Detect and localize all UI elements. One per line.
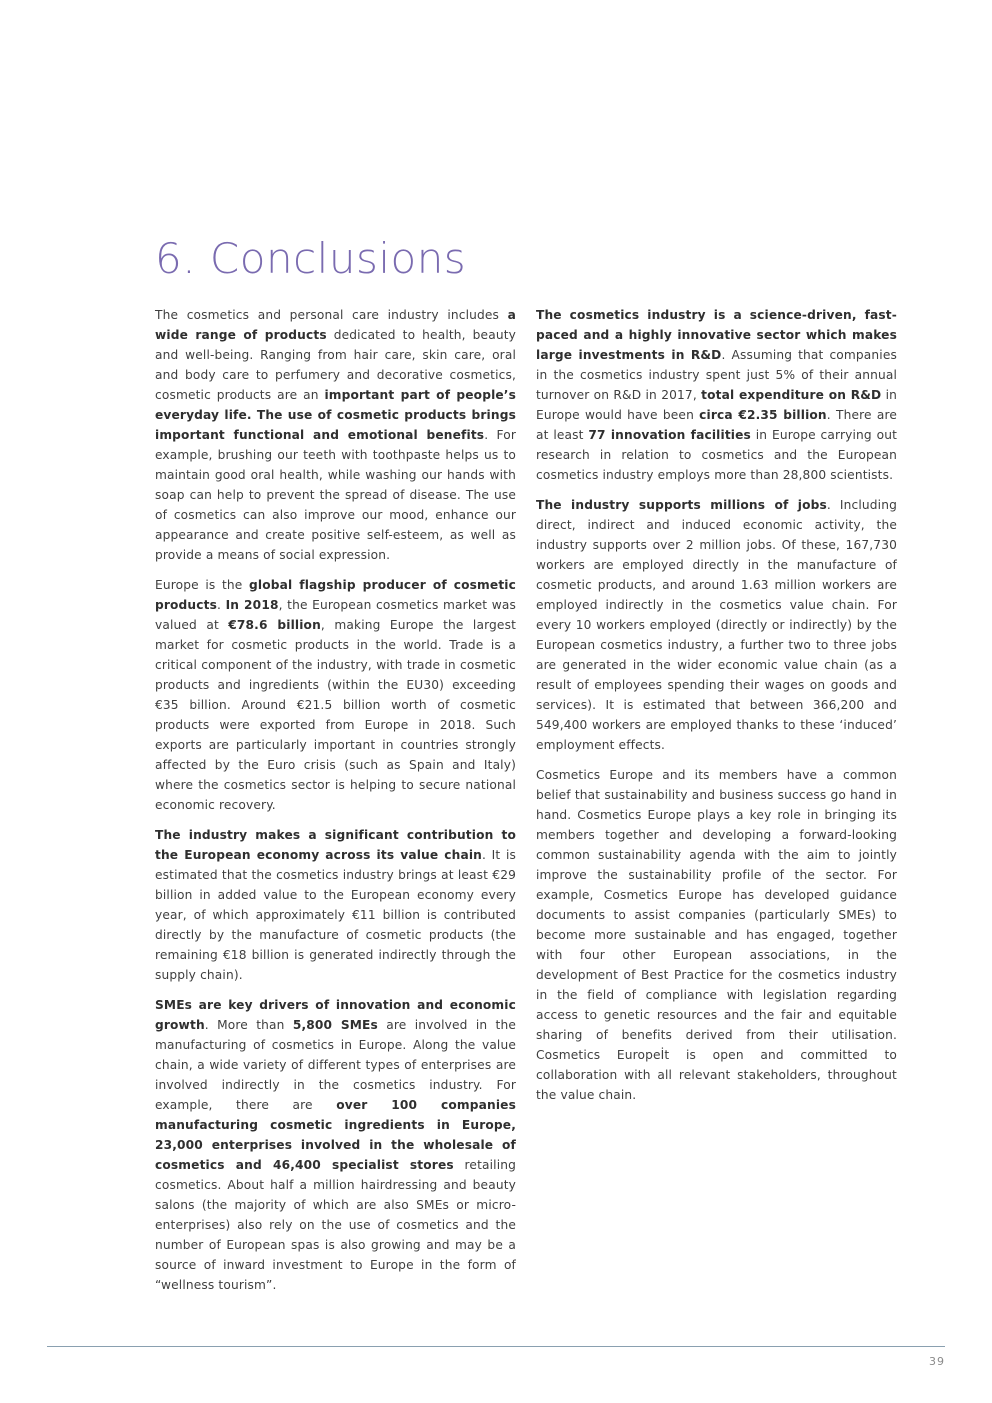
emphasis-text: a wide range of products [155, 308, 516, 342]
body-text: , the European cosmetics market was valued at [155, 598, 516, 632]
paragraph [536, 495, 897, 755]
emphasis-text: global flagship producer of cosmetic products [155, 578, 516, 612]
emphasis-text: circa €2.35 billion [699, 408, 827, 422]
body-text: Cosmetics Europe and its members have a common belief that sustainability and business success go hand in hand. Cosmetics Europe plays a key role in bringing its members together and developing a forward-looking common sustainability agenda with the aim to jointly improve the sustainability profile of the sector. For example, Cosmetics Europe has developed guidance documents to assist companies (particularly SMEs) to become more sustainable and has engaged, together with four other European associations, in the development of Best Practice for the cosmetics industry in the field of compliance with legislation regarding access to genetic resources and the fair and equitable sharing of benefits derived from their utilisation. Cosmetics Europeİt is open and committed to collaboration with all relevant stakeholders, throughout the value chain. [536, 768, 897, 1102]
body-text: Europe is the [155, 578, 249, 592]
page-title: 6. Conclusions [155, 234, 467, 283]
emphasis-text: 77 innovation facilities [588, 428, 751, 442]
emphasis-text: €78.6 billion [228, 618, 321, 632]
body-text: . There are at least [536, 408, 897, 442]
footer-divider [47, 1346, 945, 1347]
emphasis-text: The industry supports millions of jobs [536, 498, 827, 512]
body-text: in Europe would have been [536, 388, 898, 422]
paragraph [155, 305, 516, 565]
paragraph [155, 575, 516, 815]
body-text: . For example, brushing our teeth with toothpaste helps us to maintain good oral health, while washing our hands with soap can help to prevent the spread of disease. The use of cosmetics can also improve our mood, enhance our appearance and create positive self-esteem, as well as provide a means of social expression. [155, 428, 516, 562]
page-number: 39 [929, 1355, 945, 1368]
body-text: dedicated to health, beauty and well-being. Ranging from hair care, skin care, oral and body care to perfumery and decorative cosmetics, cosmetic products are an [155, 328, 516, 402]
body-text: . More than [204, 1018, 293, 1032]
body-text: in Europe carrying out research in relation to cosmetics and the European cosmetics industry employs more than 28,800 scientists. [536, 428, 897, 482]
body-text: . Assuming that companies in the cosmetics industry spent just 5% of their annual turnover on R&D in 2017, [536, 348, 897, 402]
body-text: are involved in the manufacturing of cosmetics in Europe. Along the value chain, a wide variety of different types of enterprises are involved indirectly in the cosmetics industry. For example, there are [155, 1018, 516, 1112]
body-text: . [217, 598, 226, 612]
paragraph [536, 305, 897, 485]
emphasis-text: SMEs are key drivers of innovation and economic growth [155, 998, 516, 1032]
body-text: retailing cosmetics. About half a million hairdressing and beauty salons (the majority of which are also SMEs or micro-enterprises) also rely on the use of cosmetics and the number of European spas is also growing and may be a source of inward investment to Europe in the form of “wellness tourism”. [155, 1158, 516, 1292]
paragraph [155, 995, 516, 1295]
emphasis-text: The cosmetics industry is a science-driven, fast-paced and a highly innovative sector which makes large investments in R&D [536, 308, 897, 362]
emphasis-text: important part of people’s everyday life. The use of cosmetic products brings important functional and emotional benefits [155, 388, 516, 442]
emphasis-text: over 100 companies manufacturing cosmetic ingredients in Europe, 23,000 enterprises involved in the wholesale of cosmetics and 46,400 specialist stores [155, 1098, 516, 1172]
emphasis-text: total expenditure on R&D [701, 388, 882, 402]
emphasis-text: In 2018 [225, 598, 279, 612]
paragraph [536, 765, 897, 1105]
body-text: . Including direct, indirect and induced economic activity, the industry supports over 2 million jobs. Of these, 167,730 workers are employed directly in the manufacture of cosmetic products, and around 1.63 million workers are employed indirectly in the cosmetics value chain. For every 10 workers employed (directly or indirectly) by the European cosmetics industry, a further two to three jobs are generated in the wider economic value chain (as a result of employees spending their wages on goods and services). It is estimated that between 366,200 and 549,400 workers are employed thanks to these ‘induced’ employment effects. [536, 498, 897, 752]
body-text: . It is estimated that the cosmetics industry brings at least €29 billion in added value to the European economy every year, of which approximately €11 billion is contributed directly by the manufacture of cosmetic products (the remaining €18 billion is generated indirectly through the supply chain). [155, 848, 517, 982]
emphasis-text: The industry makes a significant contribution to the European economy across its value chain [155, 828, 516, 862]
body-text: , making Europe the largest market for cosmetic products in the world. Trade is a critical component of the industry, with trade in cosmetic products and ingredients (within the EU30) exceeding €35 billion. Around €21.5 billion worth of cosmetic products were exported from Europe in 2018. Such exports are particularly important in countries strongly affected by the Euro crisis (such as Spain and Italy) where the cosmetics sector is helping to secure national economic recovery. [155, 618, 516, 812]
left-column [155, 305, 516, 1305]
paragraph [155, 825, 516, 985]
body-text: The cosmetics and personal care industry includes [155, 308, 508, 322]
emphasis-text: 5,800 SMEs [292, 1018, 378, 1032]
right-column [536, 305, 897, 1115]
